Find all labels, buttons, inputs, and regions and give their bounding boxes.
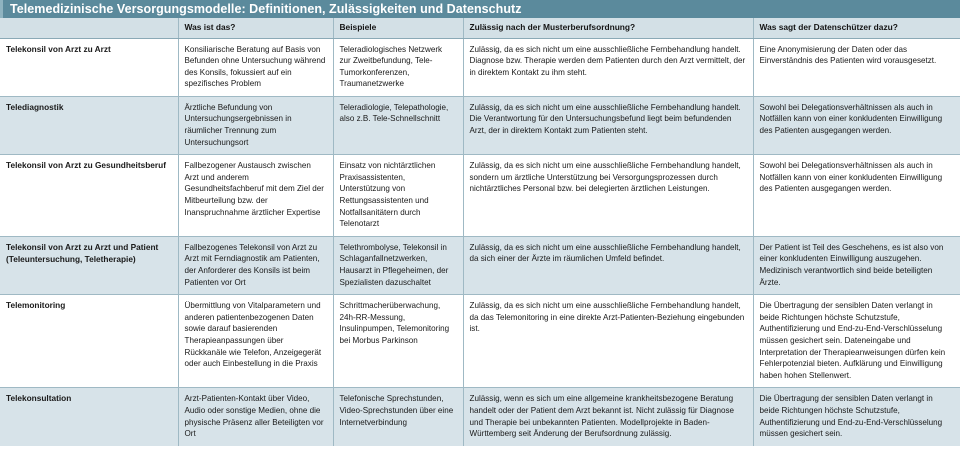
- cell-privacy: Die Übertragung der sensiblen Daten verlangt in beide Richtungen höchste Schutzstufe, Authentifizierung und End-zu-End-Verschlüsselung müssen gesichert sein.: [753, 388, 960, 446]
- cell-admissibility: Zulässig, da es sich nicht um eine ausschließliche Fernbehandlung handelt. Die Verantwortung für den Untersuchungsbefund liegt beim befundenden Arzt, der in direktem Kontakt zum Patienten steht.: [463, 96, 753, 154]
- table-row: [0, 388, 960, 446]
- cell-admissibility: Zulässig, da es sich nicht um eine ausschließliche Fernbehandlung handelt, da das Telemonitoring in eine direkte Arzt-Patienten-Beziehung eingebunden ist.: [463, 295, 753, 388]
- cell-definition: Konsiliarische Beratung auf Basis von Befunden ohne Untersuchung während des Konsils, fokussiert auf ein spezifisches Problem: [178, 38, 333, 96]
- cell-examples: Telethrombolyse, Telekonsil in Schlaganfallnetzwerken, Hausarzt in Pflegeheimen, der Spezialisten dazuschaltet: [333, 236, 463, 294]
- cell-admissibility: Zulässig, da es sich nicht um eine ausschließliche Fernbehandlung handelt, sondern um ärztliche Unterstützung bei Versorgungsprozessen durch nichtärztliches Personal bzw. bei delegierten ärztlichen Leistungen.: [463, 155, 753, 237]
- cell-admissibility: Zulässig, wenn es sich um eine allgemeine krankheitsbezogene Beratung handelt oder der Patient dem Arzt bekannt ist. Nicht zulässig für Diagnose und Therapie bei unbekannten Patienten. Modellprojekte in Baden-Württemberg seit Änderung der Berufsordnung zulässig.: [463, 388, 753, 446]
- cell-examples: Einsatz von nichtärztlichen Praxisassistenten, Unterstützung von Rettungsassistenten und Notfallsanitätern durch Telenotarzt: [333, 155, 463, 237]
- column-header-examples: Beispiele: [333, 18, 463, 38]
- cell-model: Telekonsil von Arzt zu Gesundheitsberuf: [0, 155, 178, 237]
- cell-examples: Teleradiologisches Netzwerk zur Zweitbefundung, Tele-Tumorkonferenzen, Traumanetzwerke: [333, 38, 463, 96]
- telemedicine-models-table: [0, 18, 960, 446]
- cell-model: Telekonsultation: [0, 388, 178, 446]
- cell-privacy: Sowohl bei Delegationsverhältnissen als auch in Notfällen kann von einer konkludenten Einwilligung des Patienten ausgegangen werden.: [753, 155, 960, 237]
- cell-model: Telekonsil von Arzt zu Arzt und Patient (Teleuntersuchung, Teletherapie): [0, 236, 178, 294]
- cell-privacy: Sowohl bei Delegationsverhältnissen als auch in Notfällen kann von einer konkludenten Einwilligung des Patienten ausgegangen werden.: [753, 96, 960, 154]
- cell-definition: Fallbezogenes Telekonsil von Arzt zu Arzt mit Ferndiagnostik am Patienten, der Anforderer des Konsils ist beim Patienten vor Ort: [178, 236, 333, 294]
- cell-definition: Übermittlung von Vitalparametern und anderen patientenbezogenen Daten sowie darauf basierenden Therapieanpassungen über Rückkanäle wie Telefon, Anzeigegerät oder auch Einbestellung in die Praxis: [178, 295, 333, 388]
- cell-examples: Teleradiologie, Telepathologie, also z.B. Tele-Schnellschnitt: [333, 96, 463, 154]
- table-row: [0, 295, 960, 388]
- cell-definition: Fallbezogener Austausch zwischen Arzt und anderem Gesundheitsfachberuf mit dem Ziel der Mitbeurteilung bzw. der Inanspruchnahme ärztlicher Expertise: [178, 155, 333, 237]
- cell-privacy: Die Übertragung der sensiblen Daten verlangt in beide Richtungen höchste Schutzstufe, Authentifizierung und End-zu-End-Verschlüsselung müssen gesichert sein. Dateneingabe und Interpretation der Therapieanweisungen dürfen kein Fehlerpotenzial bieten. Aufklärung und Einwilligung haben hohen Stellenwert.: [753, 295, 960, 388]
- cell-admissibility: Zulässig, da es sich nicht um eine ausschließliche Fernbehandlung handelt. Diagnose bzw. Therapie werden dem Patienten durch den Arzt vermittelt, der in direktem Kontakt zu ihm steht.: [463, 38, 753, 96]
- cell-definition: Arzt-Patienten-Kontakt über Video, Audio oder sonstige Medien, ohne die physische Präsenz aller Beteiligten vor Ort: [178, 388, 333, 446]
- cell-model: Telekonsil von Arzt zu Arzt: [0, 38, 178, 96]
- column-header-privacy: Was sagt der Datenschützer dazu?: [753, 18, 960, 38]
- cell-model: Telemonitoring: [0, 295, 178, 388]
- cell-examples: Telefonische Sprechstunden, Video-Sprechstunden über eine Internetverbindung: [333, 388, 463, 446]
- cell-model: Telediagnostik: [0, 96, 178, 154]
- table-row: [0, 96, 960, 154]
- table-header: [0, 18, 960, 38]
- table-body: [0, 38, 960, 446]
- table-row: [0, 236, 960, 294]
- cell-definition: Ärztliche Befundung von Untersuchungsergebnissen in räumlicher Trennung zum Untersuchungsort: [178, 96, 333, 154]
- cell-privacy: Der Patient ist Teil des Geschehens, es ist also von einer konkludenten Einwilligung auszugehen. Medizinisch verantwortlich sind beide beteiligten Ärzte.: [753, 236, 960, 294]
- table-row: [0, 38, 960, 96]
- cell-examples: Schrittmacherüberwachung, 24h-RR-Messung, Insulinpumpen, Telemonitoring bei Morbus Parkinson: [333, 295, 463, 388]
- table-row: [0, 155, 960, 237]
- cell-privacy: Eine Anonymisierung der Daten oder das Einverständnis des Patienten wird vorausgesetzt.: [753, 38, 960, 96]
- table-header-row: [0, 18, 960, 38]
- column-header-model: [0, 18, 178, 38]
- column-header-definition: Was ist das?: [178, 18, 333, 38]
- column-header-admissibility: Zulässig nach der Musterberufsordnung?: [463, 18, 753, 38]
- cell-admissibility: Zulässig, da es sich nicht um eine ausschließliche Fernbehandlung handelt, da sich einer der Ärzte im räumlichen Umfeld befindet.: [463, 236, 753, 294]
- figure-title: Telemedizinische Versorgungsmodelle: Definitionen, Zulässigkeiten und Datenschutz: [0, 0, 960, 18]
